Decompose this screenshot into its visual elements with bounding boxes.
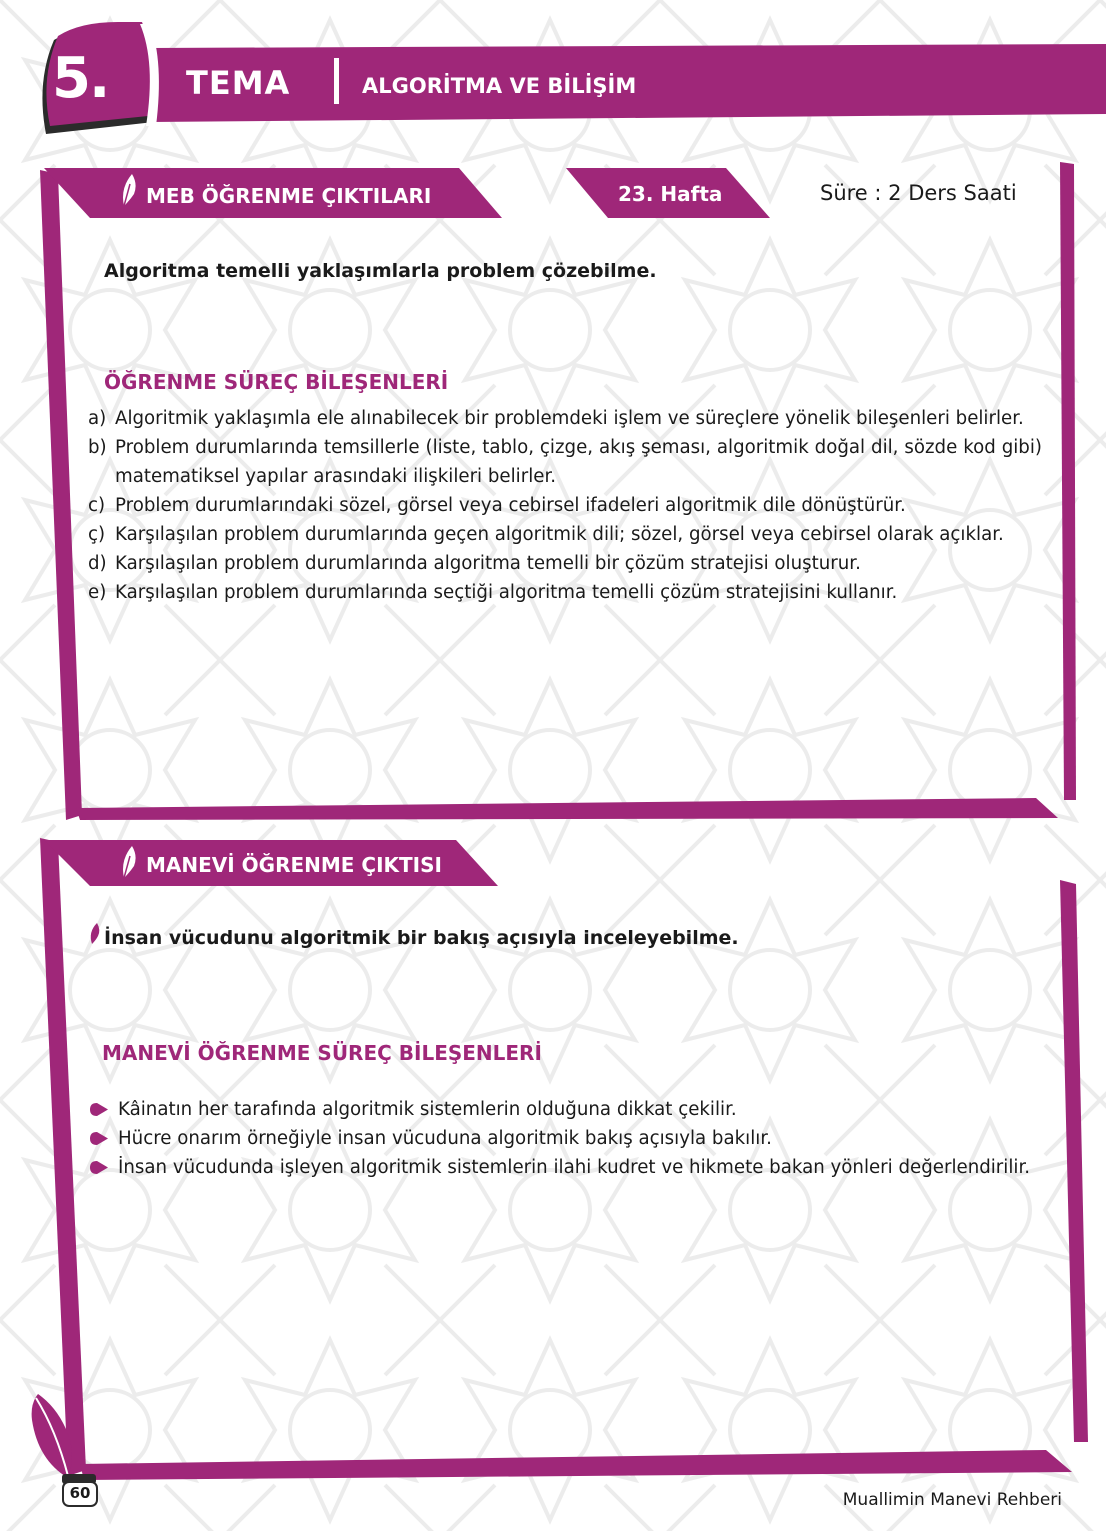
meb-outcome: Algoritma temelli yaklaşımlarla problem çözebilme. [104, 260, 657, 282]
feather-icon [88, 922, 102, 946]
item-text: Karşılaşılan problem durumlarında geçen algoritmik dili; sözel, görsel veya cebirsel olarak açıklar. [115, 524, 1004, 545]
bullet-icon [90, 1124, 118, 1153]
item-label: ç) [88, 524, 106, 545]
list-item [88, 578, 1042, 607]
item-text: Karşılaşılan problem durumlarında seçtiği algoritma temelli çözüm stratejisini kullanır. [115, 582, 898, 603]
bullet-text: Hücre onarım örneğiyle insan vücuduna algoritmik bakış açısıyla bakılır. [118, 1128, 772, 1149]
bullet-text: Kâinatın her tarafında algoritmik sistemlerin olduğuna dikkat çekilir. [118, 1099, 737, 1120]
process-heading: ÖĞRENME SÜREÇ BİLEŞENLERİ [104, 370, 449, 394]
page-number: 60 [62, 1481, 98, 1507]
item-text: Problem durumlarında temsillerle (liste, tablo, çizge, akış şeması, algoritmik doğal dil, sözde kod gibi) matematiksel yapılar arasındaki ilişkileri belirler. [115, 437, 1042, 487]
list-item [90, 1095, 1040, 1124]
week-label: 23. Hafta [618, 182, 723, 206]
header-divider [334, 58, 339, 104]
theme-number: 5. [52, 46, 109, 111]
duration-label: Süre : 2 Ders Saati [820, 181, 1017, 205]
bullet-icon [90, 1153, 118, 1182]
theme-label: TEMA [186, 64, 291, 102]
bullet-text: İnsan vücudunda işleyen algoritmik sistemlerin ilahi kudret ve hikmete bakan yönleri değerlendirilir. [118, 1157, 1031, 1178]
quill-inkwell-icon [28, 1390, 100, 1490]
bullet-icon [90, 1095, 118, 1124]
book-title: Muallimin Manevi Rehberi [842, 1490, 1062, 1510]
list-item [88, 549, 1042, 578]
list-item [88, 491, 1042, 520]
item-label: c) [88, 495, 106, 516]
feather-icon [118, 172, 140, 208]
item-text: Problem durumlarındaki sözel, görsel veya cebirsel ifadeleri algoritmik dile dönüştürür. [115, 495, 906, 516]
manevi-bullet-list [90, 1095, 1040, 1182]
theme-title: ALGORİTMA VE BİLİŞİM [362, 74, 637, 98]
manevi-outcome: İnsan vücudunu algoritmik bir bakış açısıyla inceleyebilme. [104, 927, 739, 949]
item-label: b) [88, 437, 107, 458]
feather-icon [118, 844, 140, 880]
item-label: a) [88, 408, 107, 429]
item-label: e) [88, 582, 107, 603]
meb-section-label: MEB ÖĞRENME ÇIKTILARI [146, 184, 432, 208]
list-item [90, 1153, 1040, 1182]
manevi-process-heading: MANEVİ ÖĞRENME SÜREÇ BİLEŞENLERİ [102, 1041, 542, 1065]
list-item [88, 404, 1042, 433]
item-text: Karşılaşılan problem durumlarında algoritma temelli bir çözüm stratejisi oluşturur. [115, 553, 861, 574]
item-text: Algoritmik yaklaşımla ele alınabilecek bir problemdeki işlem ve süreçlere yönelik bileşenleri belirler. [115, 408, 1024, 429]
item-label: d) [88, 553, 107, 574]
process-list [88, 404, 1042, 607]
manevi-section-label: MANEVİ ÖĞRENME ÇIKTISI [146, 853, 442, 877]
list-item [88, 520, 1042, 549]
list-item [88, 433, 1042, 491]
list-item [90, 1124, 1040, 1153]
